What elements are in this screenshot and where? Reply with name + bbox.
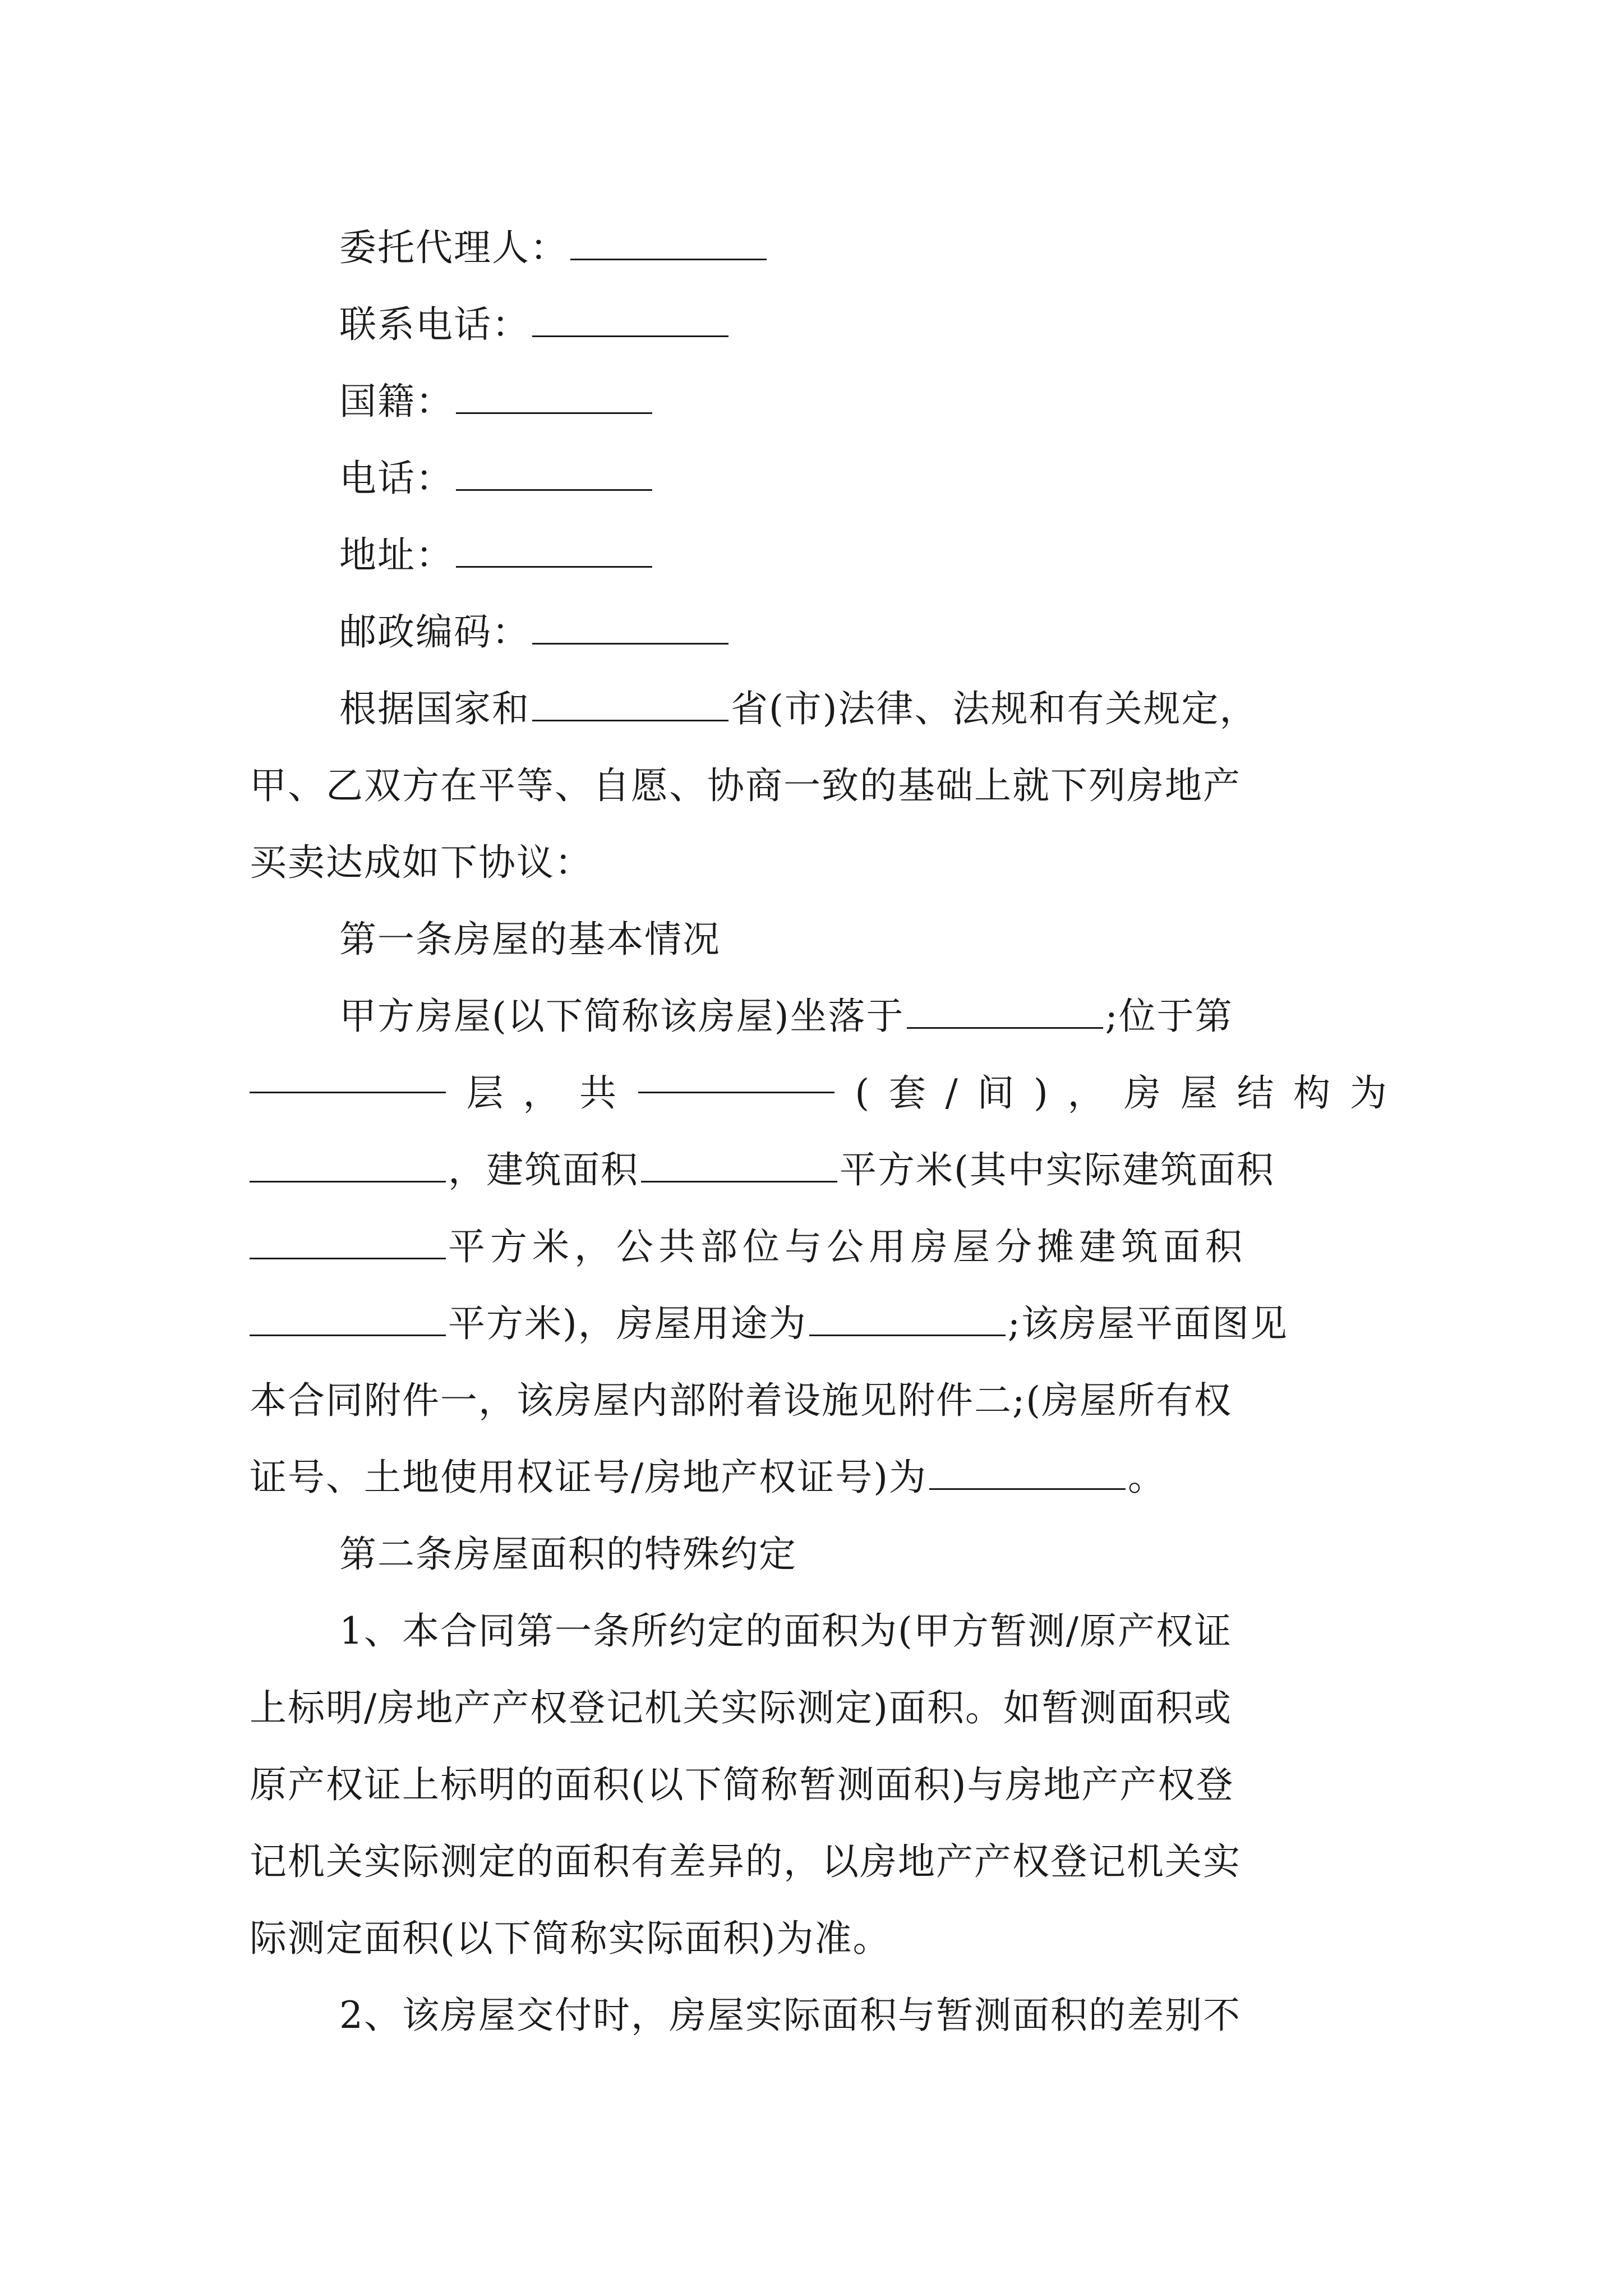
field-label: 委托代理人： [339,226,568,269]
blank-line [456,375,652,414]
article-text: 平方米(其中实际建筑面积 [840,1148,1275,1191]
blank-line [250,1297,446,1336]
field-address [250,517,1388,593]
intro-line-2: 甲、乙双方在平等、自愿、协商一致的基础上就下列房地产 [250,764,1241,807]
article-text: ;位于第 [1105,995,1233,1038]
article-text: 间 [977,1071,1016,1115]
article-text: 屋 [1180,1071,1219,1115]
blank-line [532,683,728,721]
article-text: 为 [1349,1071,1388,1115]
blank-line [532,298,728,337]
article1-line-5 [250,1285,1388,1362]
article-text: ;该房屋平面图见 [1007,1302,1288,1345]
article1-line-2 [250,1055,1388,1131]
article-text: 平方米)，房屋用途为 [448,1302,807,1345]
blank-line [456,529,652,568]
blank-line [532,606,728,645]
intro-text: 省(市)法律、法规和有关规定， [731,687,1258,730]
article2-clause1-line-1: 1、本合同第一条所约定的面积为(甲方暂测/原产权证 [339,1609,1232,1653]
blank-line [250,1221,446,1259]
article-text: 甲方房屋(以下简称该房屋)坐落于 [339,995,905,1038]
field-phone [250,440,1388,517]
article-text: 结 [1237,1071,1275,1115]
field-label: 电话： [339,457,454,500]
article-text: 构 [1293,1071,1332,1115]
field-label: 邮政编码： [339,610,530,654]
article-text: ) [1034,1071,1049,1115]
blank-line [250,1055,446,1093]
article1-line-7 [250,1439,1388,1516]
article1-line-1 [250,978,1388,1055]
blank-line [641,1144,837,1182]
article-text: 平方米，公共部位与公用房屋分摊建筑面积 [448,1225,1247,1268]
article2-clause1-line-2: 上标明/房地产产权登记机关实际测定)面积。如暂测面积或 [250,1686,1232,1729]
blank-line [570,222,767,260]
article-text: 证号、土地使用权证号/房地产权证号)为 [250,1456,927,1499]
contact-fields [250,209,1388,2054]
article1-line-6: 本合同附件一，该房屋内部附着设施见附件二;(房屋所有权 [250,1379,1232,1422]
blank-line [250,1144,446,1182]
field-label: 地址： [339,533,454,577]
article1-line-3 [250,1131,1388,1208]
article-text: ， [1067,1071,1106,1115]
blank-line [907,990,1103,1029]
intro-line-3: 买卖达成如下协议： [250,841,593,884]
field-postcode [250,593,1388,670]
article2-clause1-line-4: 记机关实际测定的面积有差异的，以房地产产权登记机关实 [250,1840,1241,1883]
article-text: 共 [579,1071,618,1115]
article-text: ，建筑面积 [448,1148,639,1191]
blank-line [929,1451,1126,1490]
article1-heading: 第一条房屋的基本情况 [339,918,721,961]
field-nationality [250,363,1388,440]
blank-line [456,452,652,491]
article2-heading: 第二条房屋面积的特殊约定 [339,1533,797,1576]
intro-line-1 [250,670,1388,747]
article-text: ( [855,1071,871,1115]
blank-line [638,1055,834,1093]
field-label: 联系电话： [339,303,530,346]
field-agent [250,209,1388,286]
article-text: / [945,1071,959,1115]
field-contact-phone [250,286,1388,363]
article-text: 层 [466,1071,505,1115]
article-text: 房 [1124,1071,1163,1115]
article2-clause1-line-5: 际测定面积(以下简称实际面积)为准。 [250,1917,891,1960]
article-text: 。 [1128,1456,1166,1499]
article1-line-4 [250,1208,1388,1285]
article2-clause2-line-1: 2、该房屋交付时，房屋实际面积与暂测面积的差别不 [339,1994,1241,2037]
article2-clause1-line-3: 原产权证上标明的面积(以下简称暂测面积)与房地产产权登 [250,1763,1234,1806]
field-label: 国籍： [339,380,454,423]
blank-line [809,1297,1006,1336]
article-text: ， [523,1071,561,1115]
intro-text: 根据国家和 [339,687,530,730]
article-text: 套 [888,1071,927,1115]
